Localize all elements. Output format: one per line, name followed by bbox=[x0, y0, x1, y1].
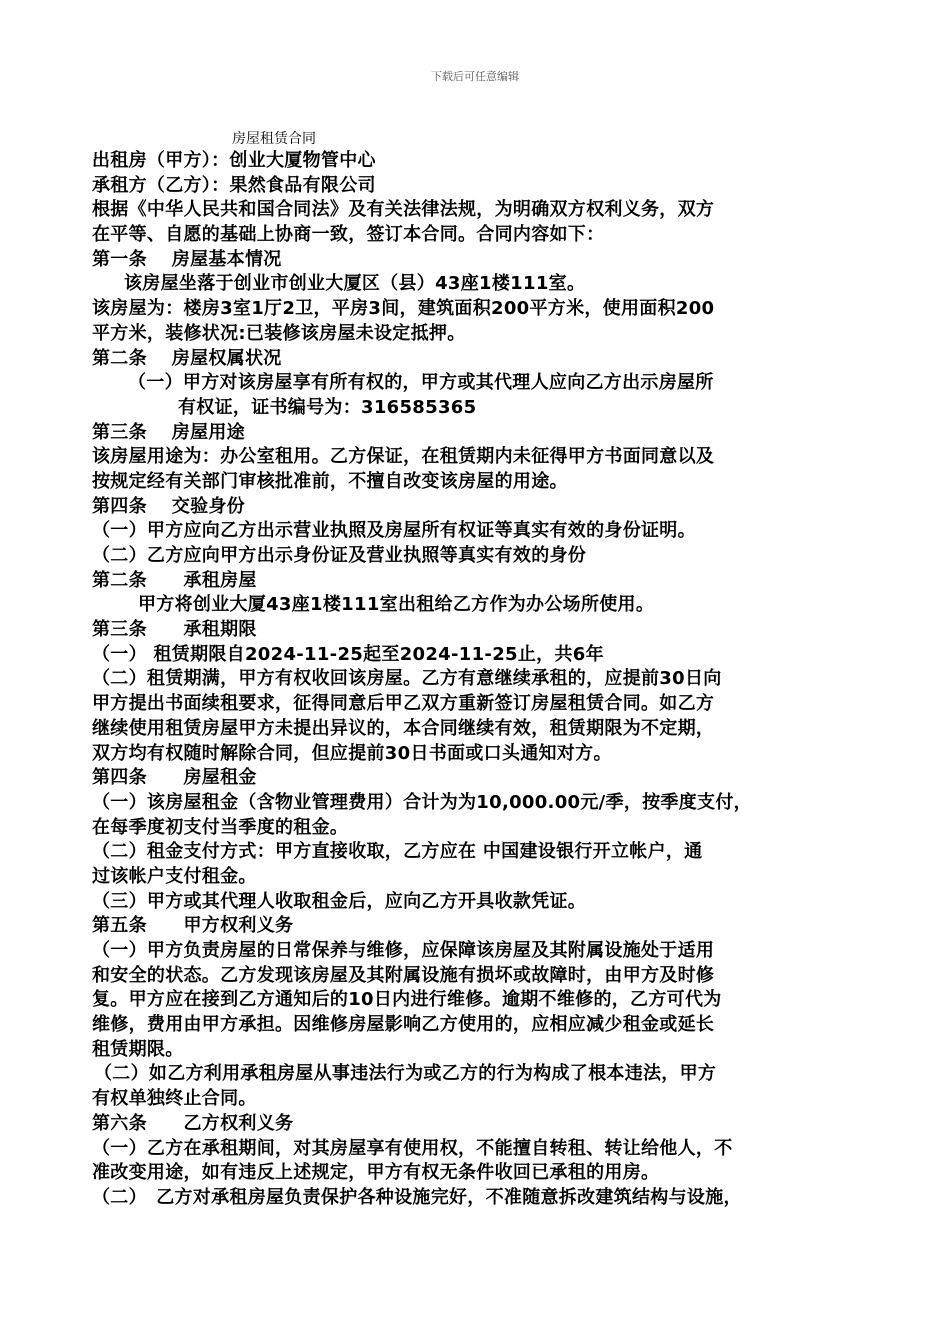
document-body bbox=[92, 149, 882, 1211]
contract-line: （三）甲方或其代理人收取租金后，应向乙方开具收款凭证。 bbox=[92, 890, 587, 912]
contract-line: 第一条 房屋基本情况 bbox=[92, 248, 282, 270]
contract-line: 第三条 承租期限 bbox=[92, 619, 257, 641]
contract-line: 按规定经有关部门审核批准前，不擅自改变该房屋的用途。 bbox=[92, 470, 568, 492]
contract-line: 根据《中华人民共和国合同法》及有关法律法规，为明确双方权利义务，双方 bbox=[92, 199, 715, 221]
document-title: 房屋租赁合同 bbox=[232, 131, 316, 147]
page-header-note: 下载后可任意编辑 bbox=[431, 70, 519, 83]
contract-line: 双方均有权随时解除合同，但应提前30日书面或口头通知对方。 bbox=[92, 742, 612, 764]
contract-line: 第六条 乙方权利义务 bbox=[92, 1112, 294, 1134]
contract-line: 该房屋坐落于创业市创业大厦区（县）43座1楼111室。 bbox=[124, 273, 586, 295]
contract-line: 该房屋为：楼房3室1厅2卫，平房3间，建筑面积200平方米，使用面积200 bbox=[92, 298, 715, 320]
contract-line: （二）乙方应向甲方出示身份证及营业执照等真实有效的身份 bbox=[92, 545, 587, 566]
contract-line: （二）租金支付方式：甲方直接收取，乙方应在 中国建设银行开立帐户，通 bbox=[92, 841, 703, 863]
contract-line: 过该帐户支付租金。 bbox=[92, 865, 257, 887]
contract-line: 出租房（甲方）：创业大厦物管中心 bbox=[92, 150, 376, 171]
contract-line: 准改变用途，如有违反上述规定，甲方有权无条件收回已承租的用房。 bbox=[92, 1162, 660, 1184]
contract-line: 继续使用租赁房屋甲方未提出异议的，本合同继续有效，租赁期限为不定期， bbox=[92, 717, 715, 739]
contract-line: （一）该房屋租金（含物业管理费用）合计为为10,000.00元/季，按季度支付， bbox=[92, 791, 752, 813]
contract-line: 有权单独终止合同。 bbox=[92, 1088, 257, 1110]
contract-line: 第四条 房屋租金 bbox=[92, 767, 257, 789]
contract-line: （二）租赁期满，甲方有权收回该房屋。乙方有意继续承租的，应提前30日向 bbox=[92, 668, 722, 690]
contract-line: （二） 乙方对承租房屋负责保护各种设施完好，不准随意拆改建筑结构与设施， bbox=[92, 1186, 742, 1208]
contract-line: 该房屋用途为：办公室租用。乙方保证，在租赁期内未征得甲方书面同意以及 bbox=[92, 446, 715, 468]
contract-line: （一） 租赁期限自2024-11-25起至2024-11-25止，共6年 bbox=[92, 643, 604, 665]
contract-line: 在平等、自愿的基础上协商一致，签订本合同。合同内容如下： bbox=[92, 224, 605, 246]
contract-line: 复。甲方应在接到乙方通知后的10日内进行维修。逾期不维修的，乙方可代为 bbox=[92, 989, 722, 1011]
contract-line: 平方米，装修状况:已装修该房屋未设定抵押。 bbox=[92, 322, 466, 344]
contract-line: 承租方（乙方）：果然食品有限公司 bbox=[92, 174, 376, 196]
contract-line: （二）如乙方利用承租房屋从事违法行为或乙方的行为构成了根本违法，甲方 bbox=[94, 1063, 717, 1085]
contract-line: 租赁期限。 bbox=[92, 1038, 184, 1060]
contract-line: （一）甲方对该房屋享有所有权的，甲方或其代理人应向乙方出示房屋所 bbox=[128, 372, 714, 394]
contract-line: 维修，费用由甲方承担。因维修房屋影响乙方使用的，应相应减少租金或延长 bbox=[92, 1014, 715, 1036]
contract-line: （一）甲方应向乙方出示营业执照及房屋所有权证等真实有效的身份证明。 bbox=[92, 520, 696, 542]
contract-line: 甲方提出书面续租要求，征得同意后甲乙双方重新签订房屋租赁合同。如乙方 bbox=[92, 693, 715, 715]
contract-line: 甲方将创业大厦43座1楼111室出租给乙方作为办公场所使用。 bbox=[138, 594, 655, 616]
contract-line: 第四条 交验身份 bbox=[92, 495, 245, 517]
contract-line: 第五条 甲方权利义务 bbox=[92, 915, 294, 937]
contract-line: 和安全的状态。乙方发现该房屋及其附属设施有损坏或故障时，由甲方及时修 bbox=[92, 964, 715, 986]
contract-line: 在每季度初支付当季度的租金。 bbox=[92, 816, 349, 838]
contract-line: 第三条 房屋用途 bbox=[92, 421, 245, 443]
contract-line: （一）甲方负责房屋的日常保养与维修，应保障该房屋及其附属设施处于适用 bbox=[92, 940, 715, 961]
contract-line: 第二条 房屋权属状况 bbox=[92, 347, 282, 369]
contract-line: （一）乙方在承租期间，对其房屋享有使用权，不能擅自转租、转让给他人，不 bbox=[92, 1137, 733, 1159]
contract-line: 有权证，证书编号为：316585365 bbox=[178, 396, 477, 418]
contract-line: 第二条 承租房屋 bbox=[92, 569, 257, 591]
